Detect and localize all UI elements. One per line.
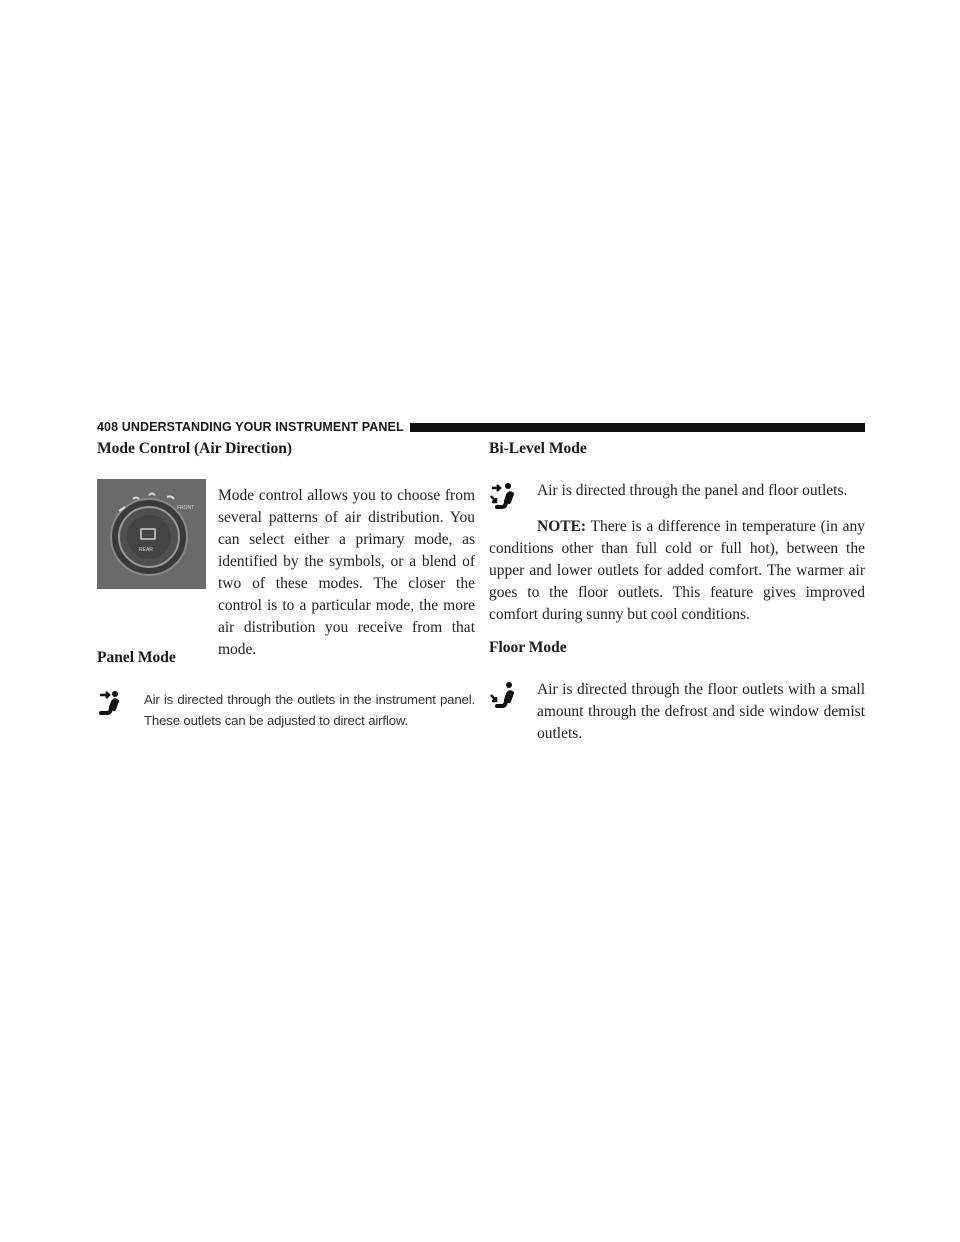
panel-mode-icon xyxy=(97,689,125,717)
knob-front-label: FRONT xyxy=(177,505,195,511)
panel-mode-text: Air is directed through the outlets in the instrument panel. These outlets can be adjusted to direct airflow. xyxy=(144,692,475,728)
mode-control-heading: Mode Control (Air Direction) xyxy=(97,440,293,457)
knob-rear-label: REAR xyxy=(139,547,153,553)
floor-mode-heading: Floor Mode xyxy=(489,639,567,656)
bilevel-mode-block xyxy=(489,480,865,510)
mode-control-text: Mode control allows you to choose from several patterns of air distribution. You can select either a primary mode, as identified by the symbols, or a blend of two of these modes. The closer the control is to a particular mode, the more air distribution you receive from that mode. xyxy=(218,487,475,658)
note-paragraph xyxy=(489,516,865,626)
header-rule xyxy=(410,423,865,432)
bilevel-mode-text: Air is directed through the panel and floor outlets. xyxy=(537,482,848,499)
floor-mode-block xyxy=(489,679,865,745)
note-text: There is a difference in temperature (in any conditions other than full cold or full hot), between the upper and lower outlets for added comfort. The warmer air goes to the floor outlets. This feature gives improved comfort during sunny but cool conditions. xyxy=(489,518,865,623)
floor-mode-icon xyxy=(489,681,517,709)
page-header xyxy=(97,418,865,436)
note-label: NOTE: xyxy=(537,518,587,535)
right-column xyxy=(489,440,865,745)
bilevel-mode-icon xyxy=(489,482,517,510)
header-text: 408 UNDERSTANDING YOUR INSTRUMENT PANEL xyxy=(97,420,404,434)
panel-mode-heading: Panel Mode xyxy=(97,649,176,666)
panel-mode-block xyxy=(97,689,475,749)
bilevel-mode-heading: Bi-Level Mode xyxy=(489,440,587,457)
left-column xyxy=(97,440,475,749)
mode-control-knob-photo xyxy=(97,479,206,589)
floor-mode-text: Air is directed through the floor outlets with a small amount through the defrost and side window demist outlets. xyxy=(537,681,865,742)
